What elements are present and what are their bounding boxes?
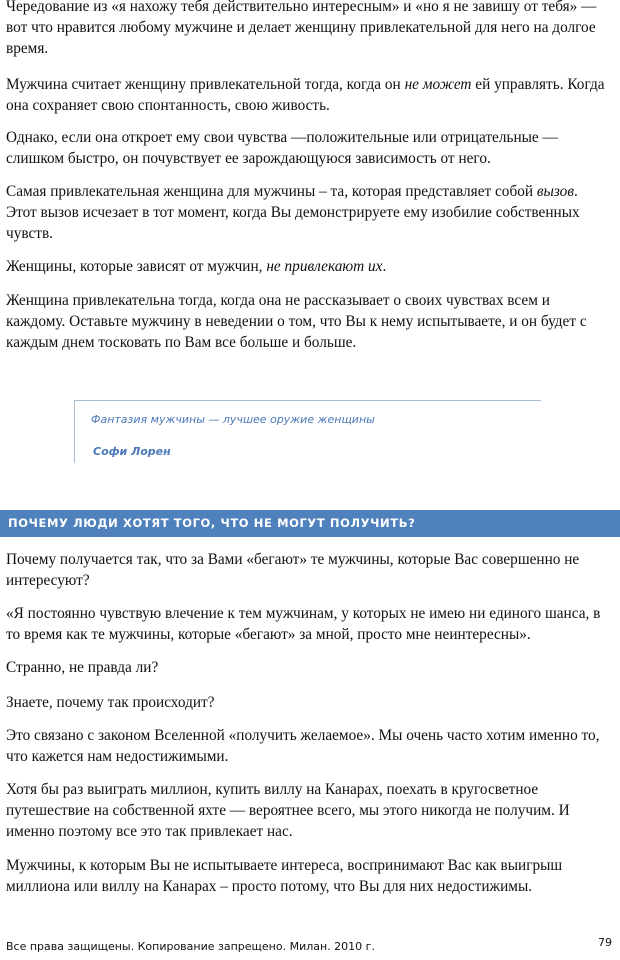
paragraph [6,779,610,842]
paragraph [6,657,610,678]
text-run: ей управлять. Когда она сохраняет свою спонтанность, свою живость. [6,76,605,114]
text-run: Чередование из «я нахожу тебя действительно интересным» и «но я не завишу от тебя» — вот что нравится любому мужчине и делает женщину привлекательной для него на долгое время. [6,0,597,57]
page-number: 79 [598,936,612,949]
paragraph [6,549,610,591]
quote-text: Фантазия мужчины — лучшее оружие женщины [91,413,375,426]
text-run: Мужчины, к которым Вы не испытываете интереса, воспринимают Вас как выигрыш миллиона или виллу на Канарах – просто потому, что Вы для них недостижимы. [6,857,563,895]
text-run: Почему получается так, что за Вами «бегают» те мужчины, которые Вас совершенно не интересуют? [6,551,580,589]
paragraph [6,74,610,116]
pull-quote [74,400,541,463]
footer-copyright: Все права защищены. Копирование запрещено. Милан. 2010 г. [6,940,375,953]
text-run: Самая привлекательная женщина для мужчины – та, которая представляет собой [6,183,537,200]
quote-author: Софи Лорен [93,445,171,458]
emphasis-text: вызов [536,183,574,200]
text-run: Хотя бы раз выиграть миллион, купить виллу на Канарах, поехать в кругосветное путешествие на собственной яхте — вероятнее всего, мы этого никогда не получим. И именно поэтому все это так привлекает нас. [6,781,570,840]
emphasis-text: не привлекают их [266,258,383,275]
paragraph [6,256,610,277]
text-run: Женщина привлекательна тогда, когда она не рассказывает о своих чувствах всем и каждому. Оставьте мужчину в неведении о том, что Вы к нему испытываете, и он будет с каждым днем тосковать по Вам все больше и больше. [6,292,587,351]
text-run: Знаете, почему так происходит? [6,694,215,711]
paragraph [6,692,610,713]
text-run: Это связано с законом Вселенной «получить желаемое». Мы очень часто хотим именно то, что кажется нам недостижимыми. [6,727,600,765]
paragraph [6,603,610,645]
text-run: Женщины, которые зависят от мужчин, [6,258,267,275]
paragraph [6,290,610,353]
paragraph [6,127,610,169]
text-run: Странно, не правда ли? [6,659,159,676]
text-run: «Я постоянно чувствую влечение к тем мужчинам, у которых не имею ни единого шанса, в то время как те мужчины, которые «бегают» за мной, просто мне неинтересны». [6,605,601,643]
text-run: Мужчина считает женщину привлекательной тогда, когда он [6,76,405,93]
paragraph [6,0,610,59]
emphasis-text: не может [404,76,472,93]
section-title: ПОЧЕМУ ЛЮДИ ХОТЯТ ТОГО, ЧТО НЕ МОГУТ ПОЛУЧИТЬ? [8,516,416,530]
paragraph [6,181,610,244]
text-run: . Этот вызов исчезает в тот момент, когда Вы демонстрируете ему изобилие собственных чувств. [6,183,580,242]
text-run: . [382,258,387,275]
text-run: Однако, если она откроет ему свои чувства —положительные или отрицательные — слишком быстро, он почувствует ее зарождающуюся зависимость от него. [6,129,558,167]
section-header [0,510,620,537]
paragraph [6,725,610,767]
paragraph [6,855,610,897]
